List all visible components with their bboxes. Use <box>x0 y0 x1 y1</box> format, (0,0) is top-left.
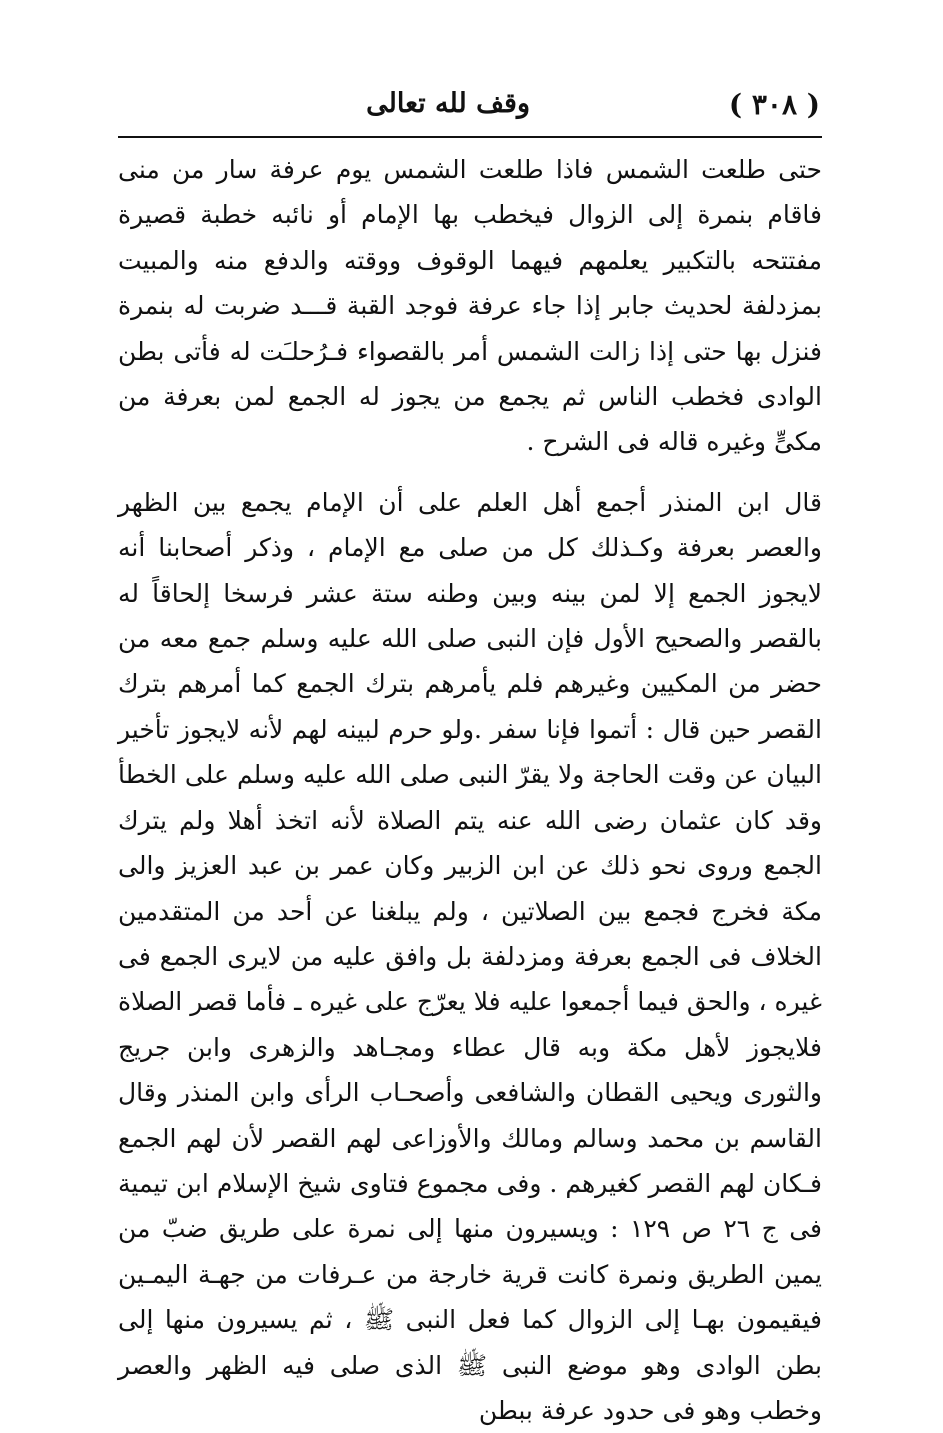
page-header <box>120 82 820 132</box>
page-number: ( ٣٠٨ ) <box>728 88 820 121</box>
body-text <box>118 147 822 1433</box>
paragraph: قال ابن المنذر أجمع أهل العلم على أن الإمام يجمع بين الظهر والعصر بعرفة وكـذلك كل من صلى مع الإمام ، وذكر أصحابنا أنه لايجوز الجمع إلا لمن بينه وبين وطنه ستة عشر فرسخا إلحاقاً له بالقصر والصحيح الأول فإن النبى صلى الله عليه وسلم جمع معه من حضر من المكيين وغيرهم فلم يأمرهم بترك الجمع كما أمرهم بترك القصر حين قال : أتموا فإنا سفر .ولو حرم لبينه لهم لأنه لايجوز تأخير البيان عن وقت الحاجة ولا يقرّ النبى صلى الله عليه وسلم على الخطأ وقد كان عثمان رضى الله عنه يتم الصلاة لأنه اتخذ أهلا ولم يترك الجمع وروى نحو ذلك عن ابن الزبير وكان عمر بن عبد العزيز والى مكة فخرج فجمع بين الصلاتين ، ولم يبلغنا عن أحد من المتقدمين الخلاف فى الجمع بعرفة ومزدلفة بل وافق عليه من لايرى الجمع فى غيره ، والحق فيما أجمعوا عليه فلا يعرّج على غيره ـ فأما قصر الصلاة فلايجوز لأهل مكة وبه قال عطاء ومجـاهد والزهرى وابن جريج والثورى ويحيى القطان والشافعى وأصحـاب الرأى وابن المنذر وقال القاسم بن محمد وسالم ومالك والأوزاعى لهم القصر لأن لهم الجمع فـكان لهم القصر كغيرهم . وفى مجموع فتاوى شيخ الإسلام ابن تيمية فى ج ٢٦ ص ١٢٩ : ويسيرون منها إلى نمرة على طريق ضبّ من يمين الطريق ونمرة كانت قرية خارجة من عـرفات من جهـة اليمـين فيقيمون بهـا إلى الزوال كما فعل النبى ﷺ ، ثم يسيرون منها إلى بطن الوادى وهو موضع النبى ﷺ الذى صلى فيه الظهر والعصر وخطب وهو فى حدود عرفة ببطن <box>118 487 822 1425</box>
header-divider <box>118 136 822 138</box>
paragraph: حتى طلعت الشمس فاذا طلعت الشمس يوم عرفة سار من منى فاقام بنمرة إلى الزوال فيخطب بها الإمام أو نائبه خطبة قصيرة مفتتحه بالتكبير يعلمهم فيهما الوقوف ووقته والدفع منه والمبيت بمزدلفة لحديث جابر إذا جاء عرفة فوجد القبة قـــد ضربت له بنمرة فنزل بها حتى إذا زالت الشمس أمر بالقصواء فـرُحلـَت له فأتى بطن الوادى فخطب الناس ثم يجمع من يجوز له الجمع لمن بعرفة من مكىٍّ وغيره قاله فى الشرح . <box>118 155 822 457</box>
running-title: وقف لله تعالى <box>366 88 530 119</box>
